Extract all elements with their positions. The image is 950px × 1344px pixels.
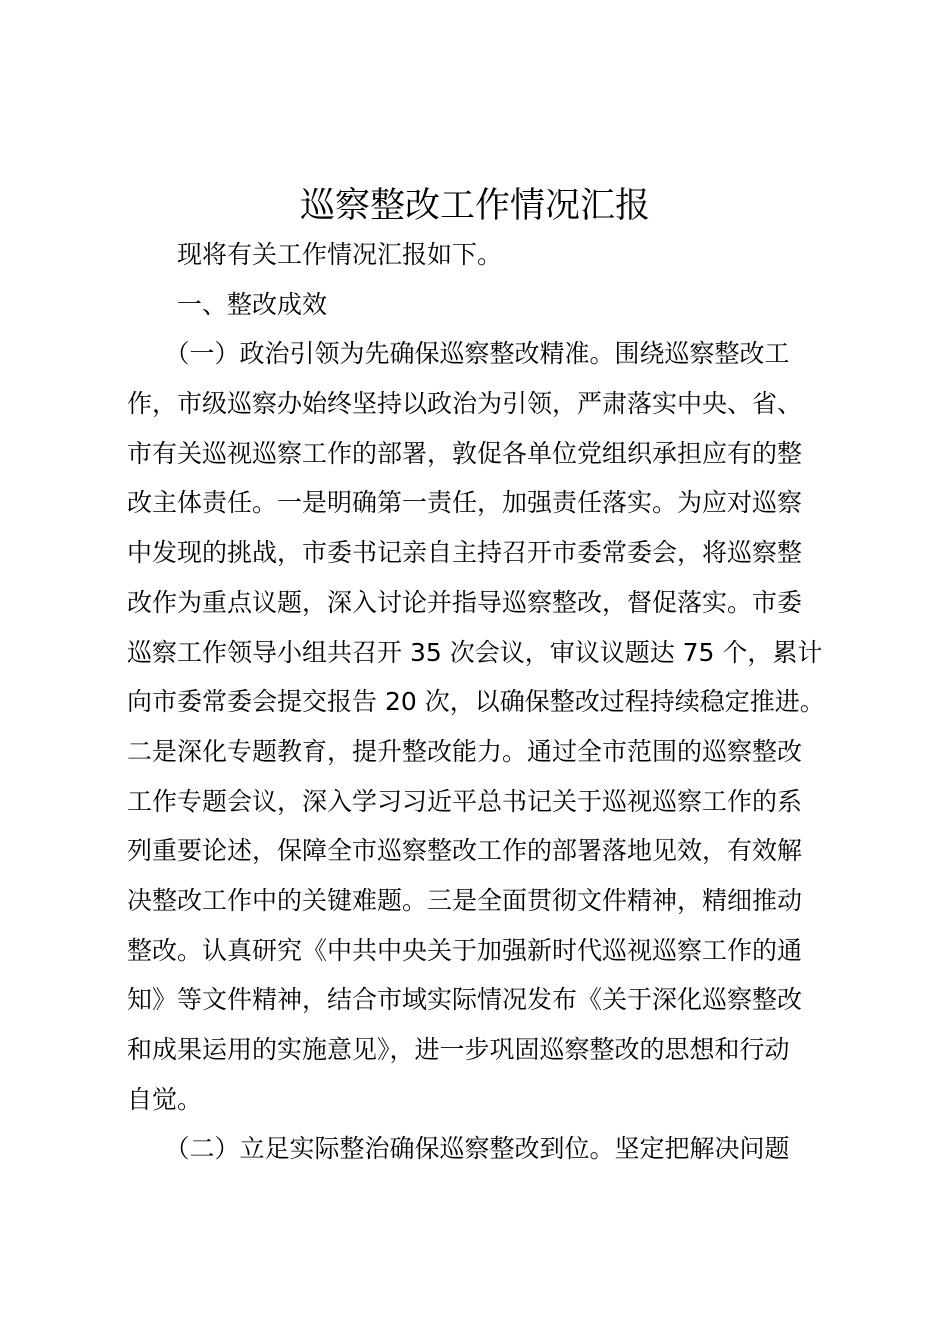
text-line: 自觉。 xyxy=(127,1084,203,1114)
text-line: 市有关巡视巡察工作的部署，敦促各单位党组织承担应有的整 xyxy=(127,438,803,468)
text-line: 决整改工作中的关键难题。三是全面贯彻文件精神，精细推动 xyxy=(127,885,803,915)
text-line: 改主体责任。一是明确第一责任，加强责任落实。为应对巡察 xyxy=(127,488,803,518)
text-line: 中发现的挑战，市委书记亲自主持召开市委常委会，将巡察整 xyxy=(127,538,803,568)
text-line: 工作专题会议，深入学习习近平总书记关于巡视巡察工作的系 xyxy=(127,786,803,816)
text-line: 巡察工作领导小组共召开 35 次会议，审议议题达 75 个，累计 xyxy=(127,637,823,667)
text-line: 整改。认真研究《中共中央关于加强新时代巡视巡察工作的通 xyxy=(127,935,803,965)
text-line: 知》等文件精神，结合市域实际情况发布《关于深化巡察整改 xyxy=(127,985,803,1015)
text-line: 二是深化专题教育，提升整改能力。通过全市范围的巡察整改 xyxy=(127,736,803,766)
text-line: 向市委常委会提交报告 20 次，以确保整改过程持续稳定推进。 xyxy=(127,687,825,717)
section-heading: 一、整改成效 xyxy=(127,289,328,319)
text-line: 改作为重点议题，深入讨论并指导巡察整改，督促落实。市委 xyxy=(127,587,803,617)
text-line: 作，市级巡察办始终坚持以政治为引领，严肃落实中央、省、 xyxy=(127,389,803,419)
text-line: 和成果运用的实施意见》，进一步巩固巡察整改的思想和行动 xyxy=(127,1035,790,1064)
text-line: （二）立足实际整治确保巡察整改到位。坚定把解决问题 xyxy=(127,1134,790,1164)
document-title: 巡察整改工作情况汇报 xyxy=(299,186,650,226)
text-line: 现将有关工作情况汇报如下。 xyxy=(127,240,503,269)
text-line: 列重要论述，保障全市巡察整改工作的部署落地见效，有效解 xyxy=(127,836,803,866)
document-body xyxy=(127,230,837,1174)
text-line: （一）政治引领为先确保巡察整改精准。围绕巡察整改工 xyxy=(127,339,790,369)
